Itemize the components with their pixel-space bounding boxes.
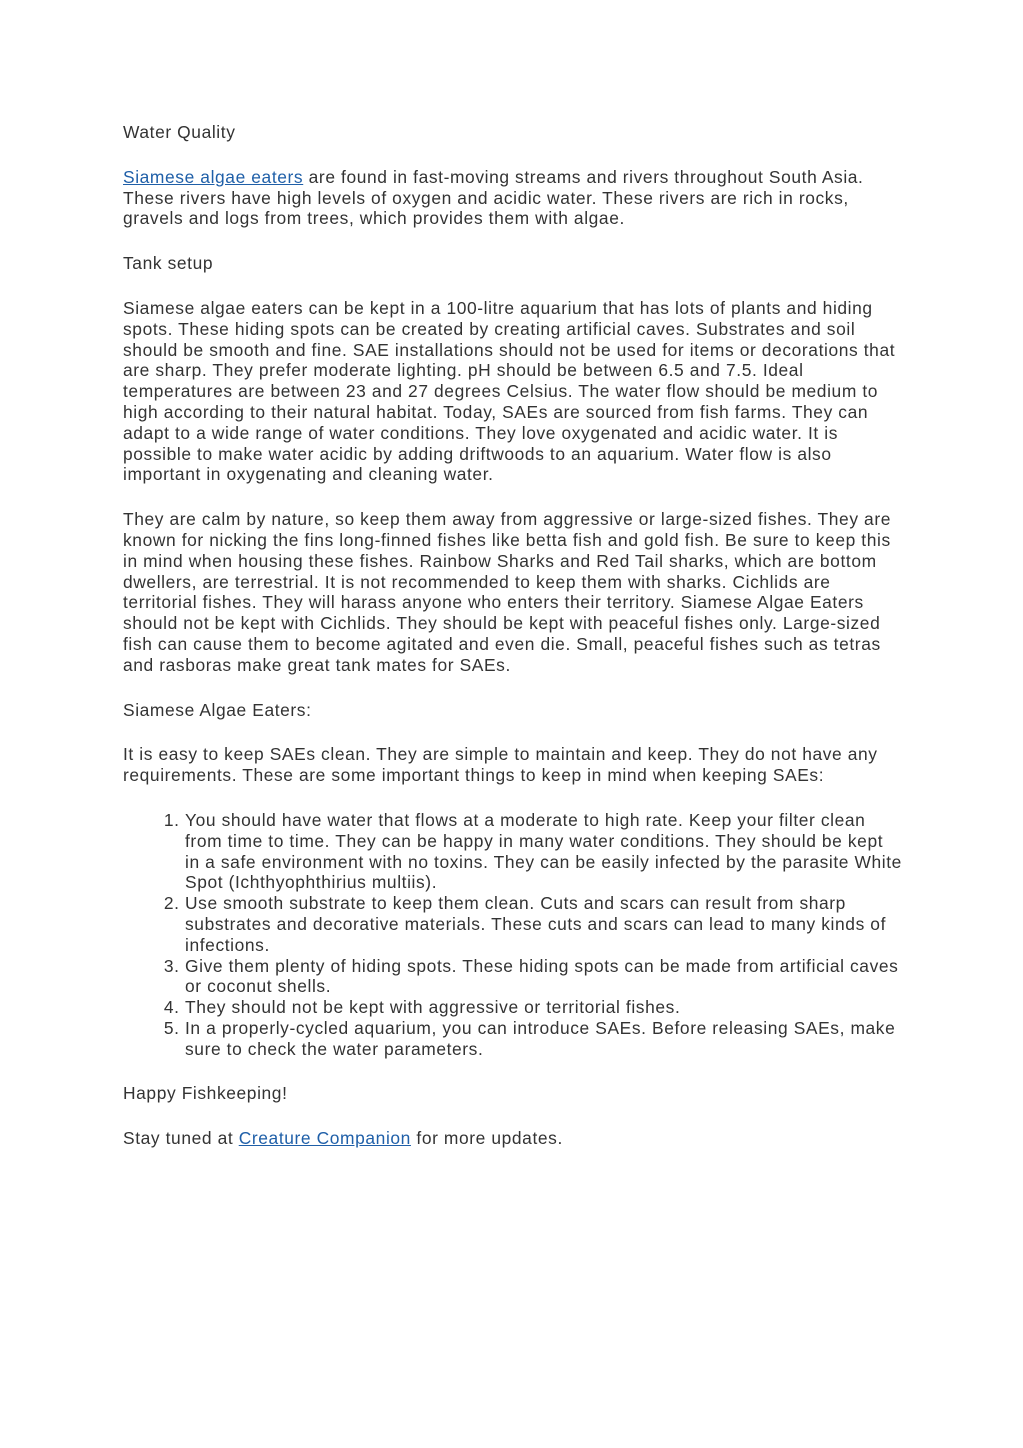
list-item: 4. They should not be kept with aggressive or territorial fishes. xyxy=(185,997,903,1018)
list-item: 1. You should have water that flows at a moderate to high rate. Keep your filter clean from time to time. They can be happy in many water conditions. They should be kept in a safe environment with no toxins. They can be easily infected by the parasite White Spot (Ichthyophthirius multiis). xyxy=(185,810,903,893)
document-page xyxy=(123,122,903,1173)
stay-tuned-after: for more updates. xyxy=(410,1128,563,1149)
heading-water-quality: Water Quality xyxy=(123,122,236,142)
creature-companion-link[interactable]: Creature Companion xyxy=(238,1128,411,1149)
care-intro-paragraph: It is easy to keep SAEs clean. They are simple to maintain and keep. They do not have any requirements. These are some important things to keep in mind when keeping SAEs: xyxy=(123,744,878,786)
siamese-algae-eaters-link[interactable]: Siamese algae eaters xyxy=(123,166,304,187)
care-tips-list xyxy=(123,810,903,1060)
tankmates-paragraph: They are calm by nature, so keep them away from aggressive or large-sized fishes. They are known for nicking the fins long-finned fishes like betta fish and gold fish. Be sure to keep this in mind when housing these fishes. Rainbow Sharks and Red Tail sharks, which are bottom dwellers, are terrestrial. It is not recommended to keep them with sharks. Cichlids are territorial fishes. They will harass anyone who enters their territory. Siamese Algae Eaters should not be kept with Cichlids. They should be kept with peaceful fishes only. Large-sized fish can cause them to become agitated and even die. Small, peaceful fishes such as tetras and rasboras make great tank mates for SAEs. xyxy=(123,509,891,675)
intro-paragraph xyxy=(123,167,903,229)
stay-tuned-line xyxy=(123,1128,903,1149)
list-item: 3. Give them plenty of hiding spots. These hiding spots can be made from artificial caves or coconut shells. xyxy=(185,956,903,998)
closing-line: Happy Fishkeeping! xyxy=(123,1083,288,1104)
list-item: 5. In a properly-cycled aquarium, you can introduce SAEs. Before releasing SAEs, make sure to check the water parameters. xyxy=(185,1018,903,1060)
stay-tuned-before: Stay tuned at xyxy=(123,1128,239,1149)
intro-text: are found in fast-moving streams and rivers throughout South Asia. These rivers have high levels of oxygen and acidic water. These rivers are rich in rocks, gravels and logs from trees, which provides them with algae. xyxy=(123,166,864,229)
tank-setup-paragraph: Siamese algae eaters can be kept in a 100-litre aquarium that has lots of plants and hiding spots. These hiding spots can be created by creating artificial caves. Substrates and soil should be smooth and fine. SAE installations should not be used for items or decorations that are sharp. They prefer moderate lighting. pH should be between 6.5 and 7.5. Ideal temperatures are between 23 and 27 degrees Celsius. The water flow should be medium to high according to their natural habitat. Today, SAEs are sourced from fish farms. They can adapt to a wide range of water conditions. They love oxygenated and acidic water. It is possible to make water acidic by adding driftwoods to an aquarium. Water flow is also important in oxygenating and cleaning water. xyxy=(123,297,896,485)
list-item: 2. Use smooth substrate to keep them clean. Cuts and scars can result from sharp substrates and decorative materials. These cuts and scars can lead to many kinds of infections. xyxy=(185,893,903,955)
heading-siamese-algae-eaters: Siamese Algae Eaters: xyxy=(123,699,312,720)
heading-tank-setup: Tank setup xyxy=(123,253,214,274)
